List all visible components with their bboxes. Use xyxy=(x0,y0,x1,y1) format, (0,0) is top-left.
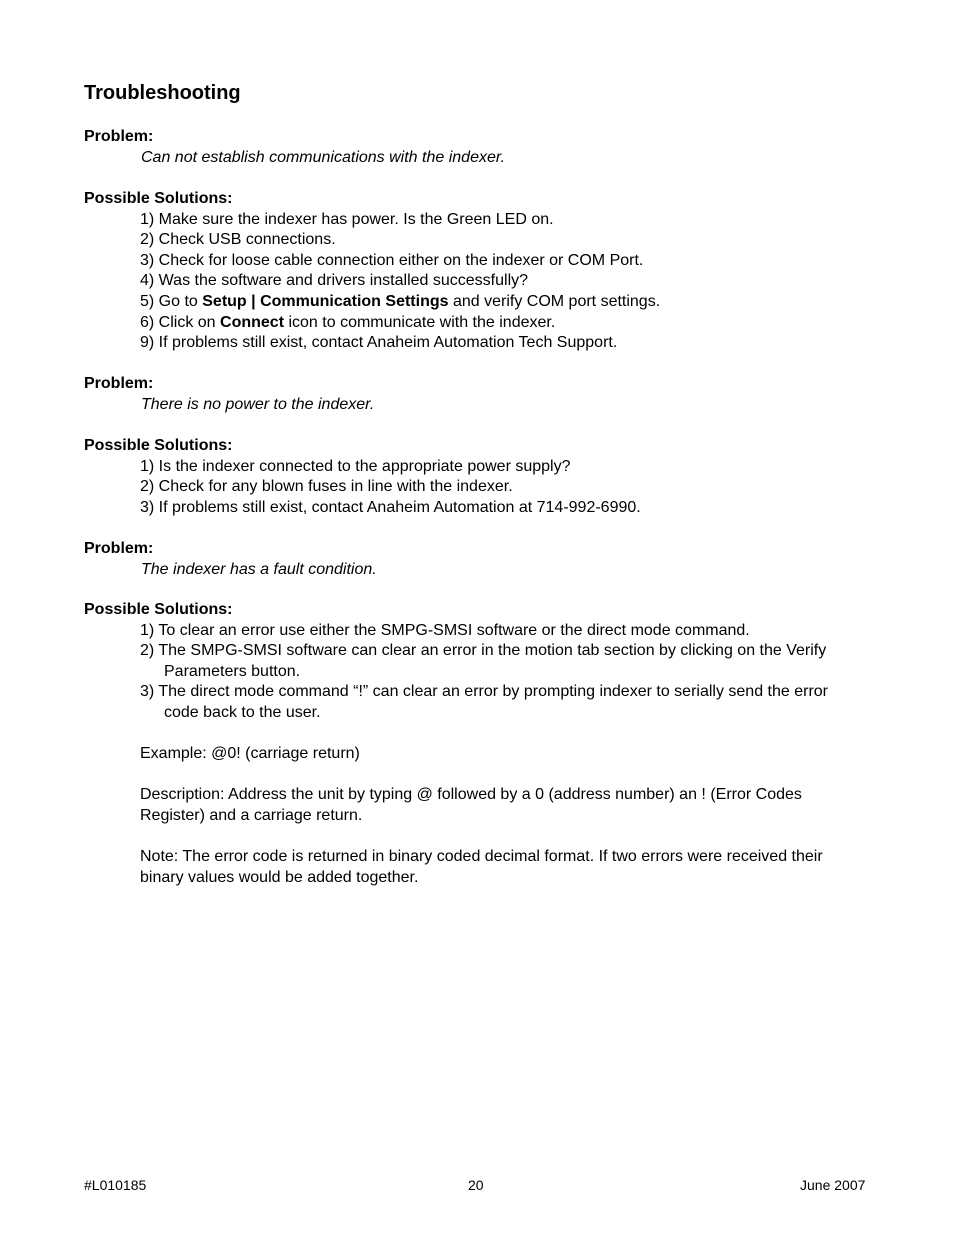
solution-item: 1) To clear an error use either the SMPG-SMSI software or the direct mode command. xyxy=(140,621,750,639)
solution-item: 3) Check for loose cable connection either on the indexer or COM Port. xyxy=(140,251,644,269)
problem-text: There is no power to the indexer. xyxy=(141,395,375,413)
footer-page-number: 20 xyxy=(468,1177,484,1193)
footer-doc-number: #L010185 xyxy=(84,1177,147,1193)
solutions-label: Possible Solutions: xyxy=(84,601,233,618)
solution-item: 1) Make sure the indexer has power. Is the Green LED on. xyxy=(140,210,554,228)
problem-text: Can not establish communications with the indexer. xyxy=(141,148,506,166)
solutions-block-3 xyxy=(84,600,864,888)
note-text: Note: The error code is returned in binary coded decimal format. If two errors were received their binary values would be added together. xyxy=(140,848,823,886)
menu-path-text: Setup | Communication Settings xyxy=(202,292,449,310)
problem-block-2 xyxy=(84,374,864,415)
solutions-list xyxy=(84,210,864,354)
solution-item: 5) Go to Setup | Communication Settings and verify COM port settings. xyxy=(140,292,661,310)
problem-text: The indexer has a fault condition. xyxy=(141,560,377,578)
footer-date: June 2007 xyxy=(800,1177,866,1193)
connect-text: Connect xyxy=(220,313,285,331)
description-text: Description: Address the unit by typing @ followed by a 0 (address number) an ! (Error Codes Register) and a carriage return. xyxy=(140,786,802,824)
problem-block-1 xyxy=(84,127,864,168)
solutions-block-1 xyxy=(84,189,864,354)
problem-label: Problem: xyxy=(84,375,154,392)
page-title: Troubleshooting xyxy=(84,82,241,104)
solution-item: 2) Check for any blown fuses in line with the indexer. xyxy=(140,478,513,496)
solution-item: 6) Click on Connect icon to communicate with the indexer. xyxy=(140,313,556,331)
solutions-label: Possible Solutions: xyxy=(84,190,233,207)
solution-item: 3) The direct mode command “!” can clear an error by prompting indexer to serially send the error code back to the user. xyxy=(140,683,829,721)
example-text: Example: @0! (carriage return) xyxy=(140,745,360,763)
solutions-block-2 xyxy=(84,436,864,518)
problem-block-3 xyxy=(84,539,864,580)
solution-item: 2) Check USB connections. xyxy=(140,231,336,249)
solutions-label: Possible Solutions: xyxy=(84,437,233,454)
solution-item: 9) If problems still exist, contact Anaheim Automation Tech Support. xyxy=(140,334,618,352)
solutions-list xyxy=(84,457,864,519)
solution-item: 3) If problems still exist, contact Anaheim Automation at 714-992-6990. xyxy=(140,498,641,516)
solution-item: 1) Is the indexer connected to the appropriate power supply? xyxy=(140,457,571,475)
solutions-list xyxy=(84,621,864,724)
problem-label: Problem: xyxy=(84,540,154,557)
solution-item: 4) Was the software and drivers installed successfully? xyxy=(140,272,529,290)
solution-item: 2) The SMPG-SMSI software can clear an error in the motion tab section by clicking on the Verify Parameters button. xyxy=(140,642,827,680)
problem-label: Problem: xyxy=(84,128,154,145)
